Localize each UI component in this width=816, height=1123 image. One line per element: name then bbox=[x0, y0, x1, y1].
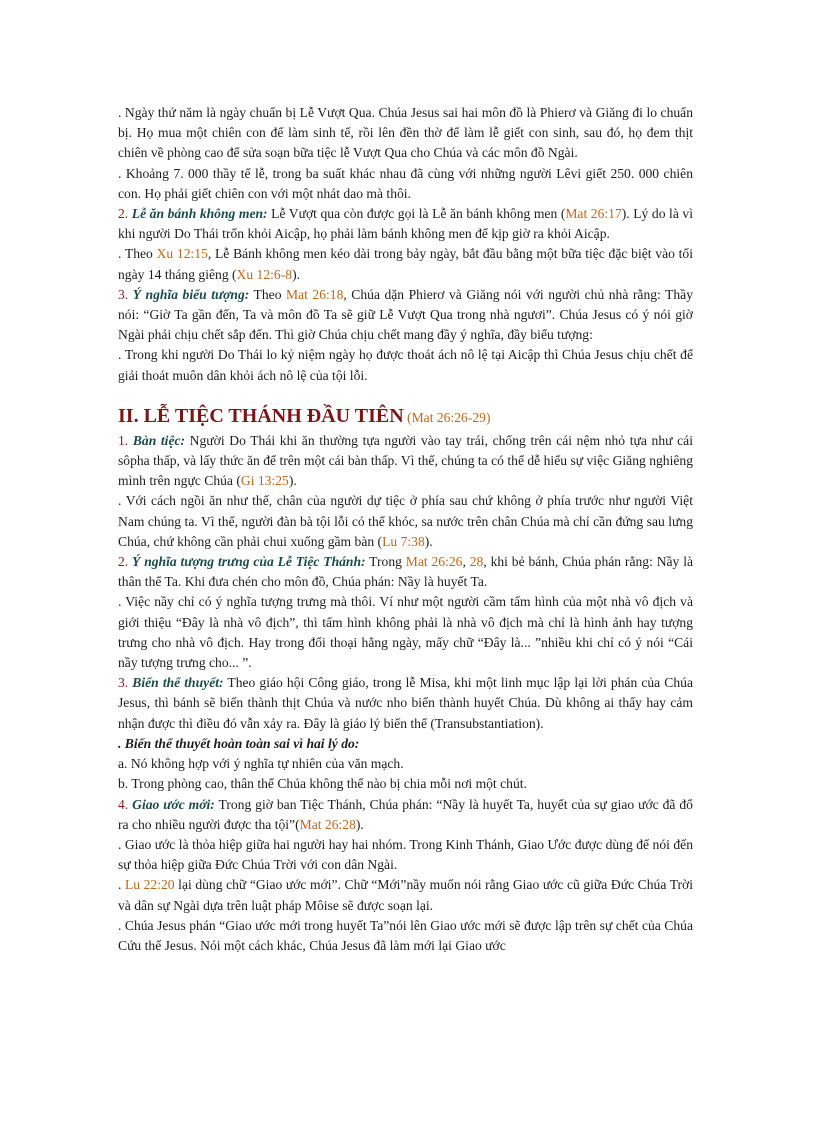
scripture-link[interactable]: Mat 26:26 bbox=[405, 554, 463, 570]
scripture-link[interactable]: 28 bbox=[469, 554, 484, 570]
paragraph-seven-days: . Theo Xu 12:15, Lễ Bánh không men kéo dài trong bảy ngày, bắt đầu bằng một bữa tiệc đặc biệt vào tối ngày 14 tháng giêng (Xu 12:6-8). bbox=[118, 246, 693, 282]
scripture-link[interactable]: Lu 22:20 bbox=[124, 877, 175, 893]
paragraph-two-reasons bbox=[118, 734, 693, 754]
scripture-link[interactable]: Mat 26:26-29 bbox=[411, 409, 486, 425]
paragraph-reason-b: b. Trong phòng cao, thân thể Chúa không thể nào bị chia mỗi nơi một chút. bbox=[118, 776, 527, 792]
scripture-link[interactable]: Xu 12:15 bbox=[156, 246, 208, 262]
item-number: 2. bbox=[118, 206, 129, 222]
paragraph-symbolism: 3. Ý nghĩa biểu tượng: Theo Mat 26:18, Chúa dặn Phierơ và Giăng nói với người chủ nhà rằng: Thầy nói: “Giờ Ta gần đến, Ta và môn đồ Ta sẽ giữ Lễ Vượt Qua trong nhà ngươi”. Chúa Jesus có ý nói giờ Ngài phải chịu chết sắp đến. Thì giờ Chúa chịu chết mang đầy ý nghĩa, đầy biểu tượng: bbox=[118, 286, 694, 343]
item-number: 4. bbox=[118, 796, 129, 812]
section-heading: II. LỄ TIỆC THÁNH ĐẦU TIÊN (Mat 26:26-29) bbox=[118, 404, 491, 427]
item-number: 2. bbox=[118, 554, 129, 570]
paragraph-liberation: . Trong khi người Do Thái lo kỷ niệm ngày họ được thoát ách nô lệ tại Aicập thì Chúa Jesus chịu chết để giải thoát muôn dân khỏi ách nô lệ của tội lỗi. bbox=[118, 347, 693, 383]
item-label: Giao ước mới: bbox=[132, 796, 215, 812]
item-label: . Biến thể thuyết hoàn toàn sai vì hai lý do: bbox=[118, 735, 360, 751]
paragraph-champion: . Việc nầy chỉ có ý nghĩa tượng trưng mà thôi. Ví như một người cầm tấm hình của một nhà vô địch và giới thiệu “Đây là nhà vô địch”, thì tấm hình không phải là nhà vô địch mà chỉ là hình ảnh hay tượng trưng cho nhà vô địch. Hay trong đối thoại hằng ngày, mấy chữ “Đây là... ”nhiều khi chỉ có ý nói “Cái nầy tượng trưng cho... ”. bbox=[118, 594, 693, 671]
scripture-link[interactable]: Mat 26:28 bbox=[299, 816, 356, 832]
paragraph-symbolic-meaning: 2. Ý nghĩa tượng trưng của Lễ Tiệc Thánh: Trong Mat 26:26, 28, khi bẻ bánh, Chúa phán rằng: Nầy là thân thể Ta. Khi đưa chén cho môn đồ, Chúa phán: Nầy là huyết Ta. bbox=[118, 554, 694, 590]
paragraph-sitting: . Với cách ngồi ăn như thế, chân của người dự tiệc ở phía sau chứ không ở phía trước như người Việt Nam chúng ta. Vì thế, người đàn bà tội lỗi có thể khóc, sa nước trên chân Chúa mà chỉ cần đứng sau lưng Chúa, chứ không cần phải chui xuống gầm bàn (Lu 7:38). bbox=[118, 493, 693, 549]
scripture-link[interactable]: Lu 7:38 bbox=[382, 533, 425, 549]
document-body bbox=[118, 103, 693, 956]
item-label: Ý nghĩa tượng trưng của Lễ Tiệc Thánh: bbox=[132, 554, 366, 570]
item-label: Ý nghĩa biểu tượng: bbox=[132, 286, 250, 302]
paragraph-transubstantiation: 3. Biến thể thuyết: Theo giáo hội Công giáo, trong lễ Misa, khi một linh mục lập lại lời phán của Chúa Jesus, thì bánh sẽ biến thành thịt Chúa và nước nho biến thành huyết Chúa. Dù không ai thấy hay cảm nhận được thì điều đó vẫn xảy ra. Đây là giáo lý biến thể (Transubstantiation). bbox=[118, 675, 693, 731]
item-number: 3. bbox=[118, 675, 129, 691]
paragraph-luke-new-covenant: . Lu 22:20 lại dùng chữ “Giao ước mới”. Chữ “Mới”nầy muốn nói rằng Giao ước cũ giữa Đức Chúa Trời và dân sự Ngài dựa trên luật pháp Môise sẽ được soạn lại. bbox=[118, 877, 694, 913]
item-label: Lễ ăn bánh không men: bbox=[131, 206, 268, 222]
scripture-link[interactable]: Xu 12:6-8 bbox=[236, 266, 293, 282]
paragraph-covenant-in-blood: . Chúa Jesus phán “Giao ước mới trong huyết Ta”nói lên Giao ước mới sẽ được lập trên sự chết của Chúa Cứu thế Jesus. Nói một cách khác, Chúa Jesus đã làm mới lại Giao ước bbox=[118, 917, 693, 953]
scripture-link[interactable]: Gi 13:25 bbox=[240, 473, 289, 489]
paragraph-new-covenant: 4. Giao ước mới: Trong giờ ban Tiệc Thánh, Chúa phán: “Nầy là huyết Ta, huyết của sự giao ước đã đổ ra cho nhiều người được tha tội”(Mat 26:28). bbox=[118, 796, 693, 832]
paragraph-covenant-definition: . Giao ước là thỏa hiệp giữa hai người hay hai nhóm. Trong Kinh Thánh, Giao Ước được dùng để nói đến sự thỏa hiệp giữa Đức Chúa Trời với con dân Ngài. bbox=[118, 836, 693, 873]
paragraph-table: 1. Bàn tiệc: Người Do Thái khi ăn thường tựa người vào tay trái, chống trên cái nệm nhỏ tựa như cái sôpha thấp, và lấy thức ăn để trên một cái bàn thấp. Vì thế, chúng ta có thể dễ hiểu sự việc Giăng nghiêng mình trên ngực Chúa (Gi 13:25). bbox=[118, 432, 693, 489]
paragraph-priests: . Khoảng 7. 000 thầy tế lễ, trong ba suất khác nhau đã cùng với những người Lêvi giết 250. 000 chiên con. Họ phải giết chiên con với một nhát dao mà thôi. bbox=[118, 165, 693, 201]
scripture-link[interactable]: Mat 26:17 bbox=[565, 206, 622, 222]
section-title: II. LỄ TIỆC THÁNH ĐẦU TIÊN bbox=[118, 404, 404, 427]
paragraph-unleavened-bread: 2. Lễ ăn bánh không men: Lễ Vượt qua còn được gọi là Lễ ăn bánh không men (Mat 26:17). Lý do là vì khi người Do Thái trốn khỏi Aicập, họ phải làm bánh không men để kịp giờ ra khỏi Aicập. bbox=[118, 206, 693, 242]
paragraph-reason-a: a. Nó không hợp với ý nghĩa tự nhiên của văn mạch. bbox=[118, 756, 404, 772]
item-number: 3. bbox=[118, 286, 129, 302]
item-label: Bàn tiệc: bbox=[132, 432, 186, 448]
item-number: 1. bbox=[118, 432, 129, 448]
scripture-link[interactable]: Mat 26:18 bbox=[286, 286, 344, 302]
item-label: Biến thể thuyết: bbox=[132, 675, 224, 691]
paragraph-thursday: . Ngày thứ năm là ngày chuẩn bị Lễ Vượt Qua. Chúa Jesus sai hai môn đồ là Phierơ và Giăng đi lo chuẩn bị. Họ mua một chiên con để làm sinh tế, rồi lên đền thờ để làm lễ giết con sinh, sau đó, họ đem thịt chiên về phòng cao để sửa soạn bữa tiệc lễ Vượt Qua cho Chúa và các môn đồ Ngài. bbox=[118, 105, 693, 161]
